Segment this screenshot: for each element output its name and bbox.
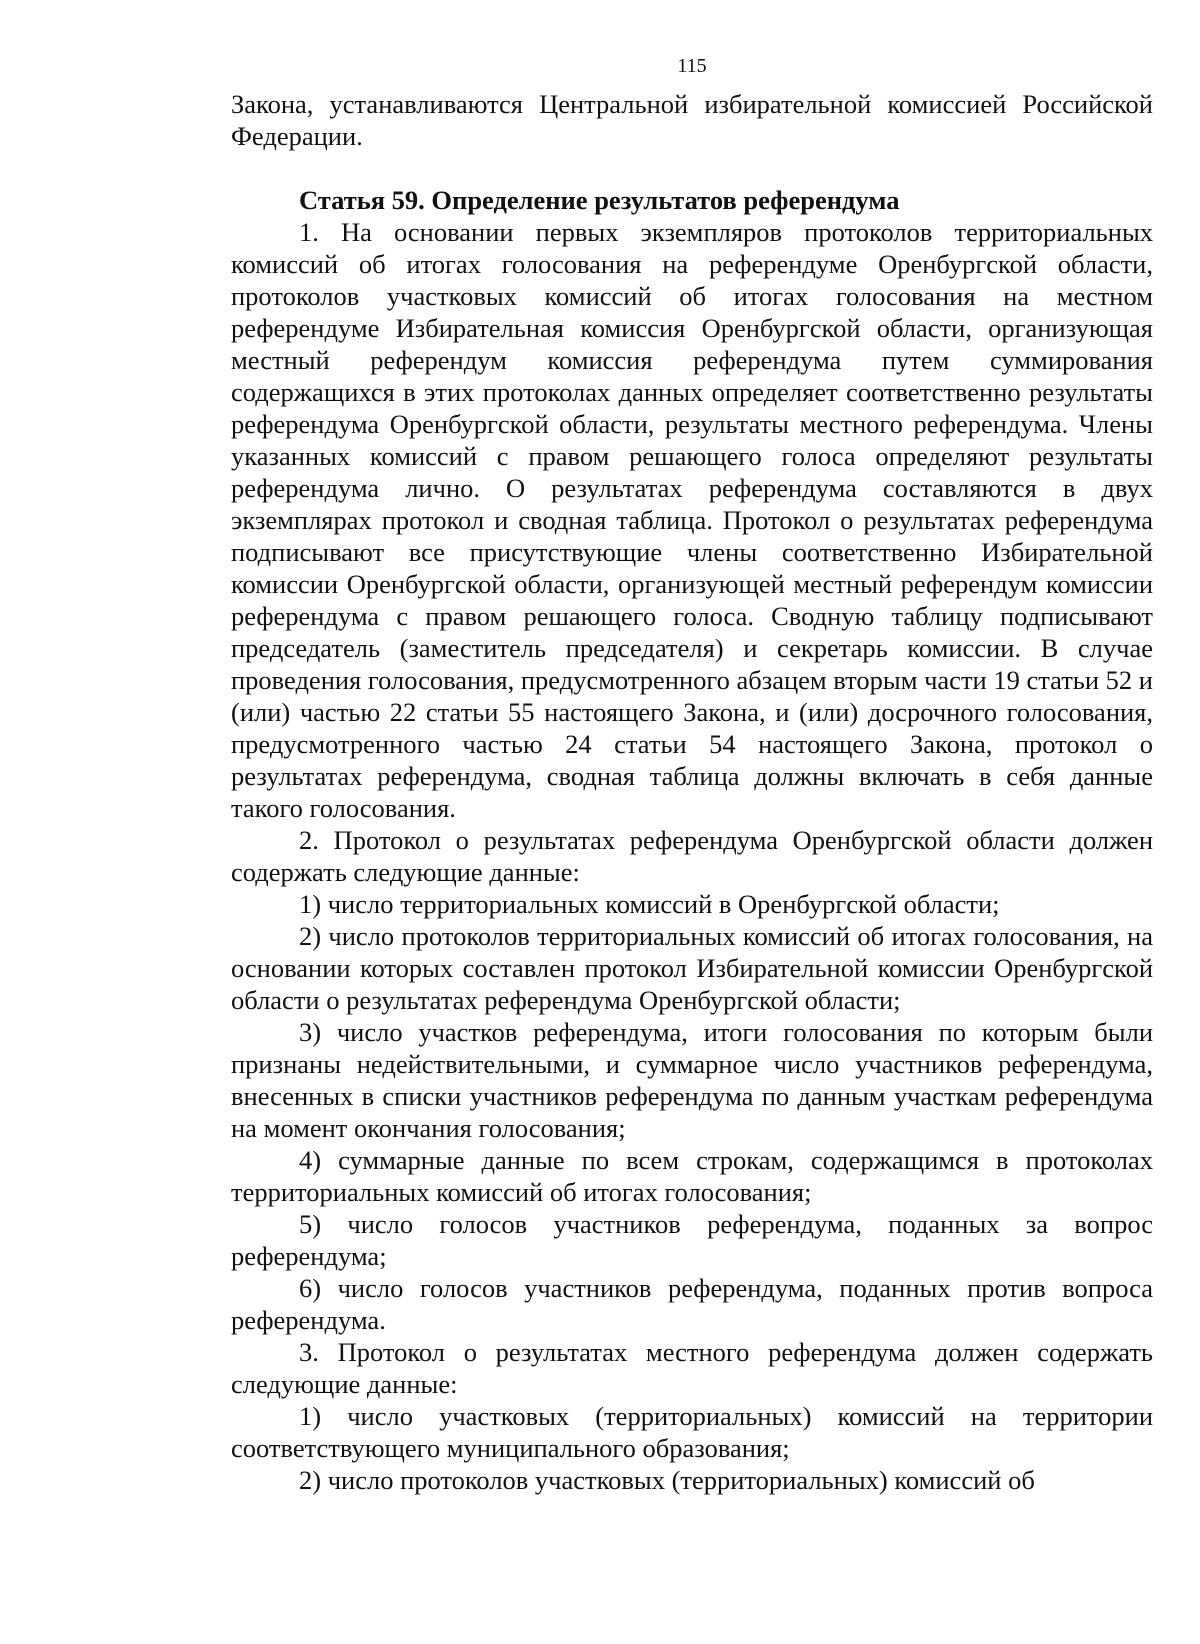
paragraph-3: 3. Протокол о результатах местного референдума должен содержать следующие данные: — [231, 1337, 1153, 1399]
list-item-3-2: 2) число протоколов участковых (территориальных) комиссий об — [299, 1465, 1035, 1495]
list-item-2-6: 6) число голосов участников референдума, поданных против вопроса референдума. — [231, 1273, 1153, 1335]
list-item-2-5: 5) число голосов участников референдума, поданных за вопрос референдума; — [231, 1209, 1153, 1271]
list-item-3-1: 1) число участковых (территориальных) комиссий на территории соответствующего муниципального образования; — [231, 1401, 1153, 1463]
list-item-2-3: 3) число участков референдума, итоги голосования по которым были признаны недействительными, и суммарное число участников референдума, внесенных в списки участников референдума по данным участкам референдума на момент окончания голосования; — [231, 1017, 1153, 1143]
list-item-2-4: 4) суммарные данные по всем строкам, содержащимся в протоколах территориальных комиссий об итогах голосования; — [231, 1145, 1153, 1207]
list-item-2-1: 1) число территориальных комиссий в Оренбургской области; — [299, 889, 1000, 919]
document-page — [231, 54, 1153, 1496]
paragraph-1: 1. На основании первых экземпляров протоколов территориальных комиссий об итогах голосования на референдуме Оренбургской области, протоколов участковых комиссий об итогах голосования на местном референдуме Избирательная комиссия Оренбургской области, организующая местный референдум комиссия референдума путем суммирования содержащихся в этих протоколах данных определяет соответственно результаты референдума Оренбургской области, результаты местного референдума. Члены указанных комиссий с правом решающего голоса определяют результаты референдума лично. О результатах референдума составляются в двух экземплярах протокол и сводная таблица. Протокол о результатах референдума подписывают все присутствующие члены соответственно Избирательной комиссии Оренбургской области, организующей местный референдум комиссии референдума с правом решающего голоса. Сводную таблицу подписывают председатель (заместитель председателя) и секретарь комиссии. В случае проведения голосования, предусмотренного абзацем вторым части 19 статьи 52 и (или) частью 22 статьи 55 настоящего Закона, и (или) досрочного голосования, предусмотренного частью 24 статьи 54 настоящего Закона, протокол о результатах референдума, сводная таблица должны включать в себя данные такого голосования. — [231, 217, 1153, 823]
paragraph-2: 2. Протокол о результатах референдума Оренбургской области должен содержать следующие данные: — [231, 825, 1153, 887]
article-title: Статья 59. Определение результатов референдума — [299, 185, 900, 215]
lead-paragraph: Закона, устанавливаются Центральной избирательной комиссией Российской Федерации. — [231, 89, 1153, 151]
page-number: 115 — [677, 55, 707, 77]
list-item-2-2: 2) число протоколов территориальных комиссий об итогах голосования, на основании которых составлен протокол Избирательной комиссии Оренбургской области о результатах референдума Оренбургской области; — [231, 921, 1153, 1015]
